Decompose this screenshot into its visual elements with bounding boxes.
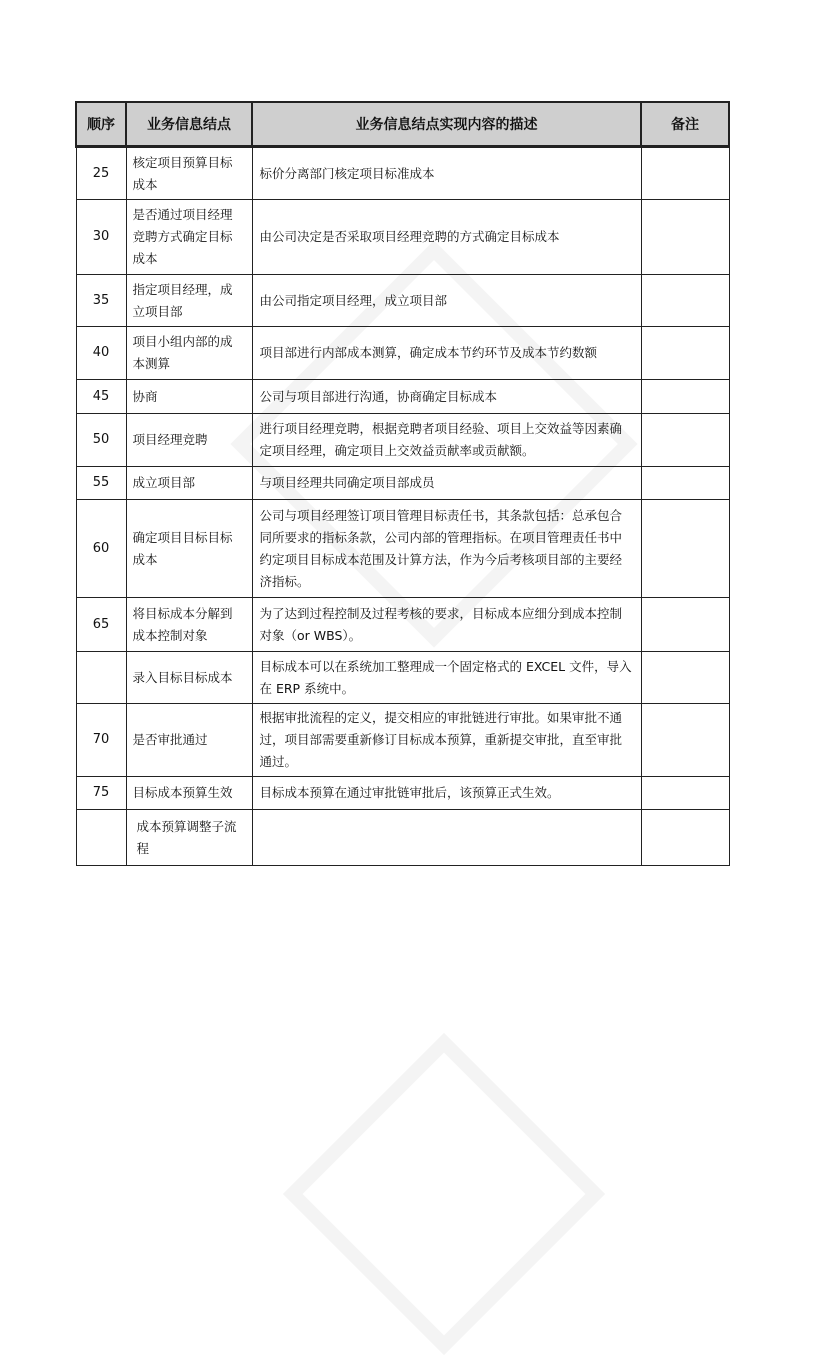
cell-node: 将目标成本分解到成本控制对象 bbox=[126, 598, 252, 652]
cell-desc: 目标成本预算在通过审批链审批后，该预算正式生效。 bbox=[252, 777, 641, 810]
cell-node: 协商 bbox=[126, 380, 252, 414]
cell-note bbox=[641, 467, 729, 500]
cell-note bbox=[641, 200, 729, 275]
cell-seq: 40 bbox=[76, 327, 126, 380]
cell-node: 确定项目目标目标成本 bbox=[126, 500, 252, 598]
table-row bbox=[76, 467, 729, 500]
cell-seq: 45 bbox=[76, 380, 126, 414]
table-row bbox=[76, 652, 729, 704]
cell-desc: 与项目经理共同确定项目部成员 bbox=[252, 467, 641, 500]
table-row bbox=[76, 414, 729, 467]
cell-note bbox=[641, 652, 729, 704]
watermark bbox=[283, 1033, 605, 1355]
cell-desc bbox=[252, 810, 641, 866]
cell-seq bbox=[76, 652, 126, 704]
table-row bbox=[76, 500, 729, 598]
cell-note bbox=[641, 147, 729, 200]
cell-desc: 项目部进行内部成本测算，确定成本节约环节及成本节约数额 bbox=[252, 327, 641, 380]
cell-desc: 为了达到过程控制及过程考核的要求，目标成本应细分到成本控制对象（or WBS）。 bbox=[252, 598, 641, 652]
cell-node: 指定项目经理，成立项目部 bbox=[126, 275, 252, 327]
cell-desc: 目标成本可以在系统加工整理成一个固定格式的 EXCEL 文件，导入在 ERP 系统中。 bbox=[252, 652, 641, 704]
table-row bbox=[76, 275, 729, 327]
cell-desc: 标价分离部门核定项目标准成本 bbox=[252, 147, 641, 200]
cell-seq: 35 bbox=[76, 275, 126, 327]
cell-note bbox=[641, 275, 729, 327]
cell-desc: 进行项目经理竞聘，根据竞聘者项目经验、项目上交效益等因素确定项目经理，确定项目上交效益贡献率或贡献额。 bbox=[252, 414, 641, 467]
cell-node: 成本预算调整子流程 bbox=[126, 810, 252, 866]
cell-note bbox=[641, 500, 729, 598]
cell-seq bbox=[76, 810, 126, 866]
table-row bbox=[76, 777, 729, 810]
cell-note bbox=[641, 810, 729, 866]
table-row bbox=[76, 327, 729, 380]
cell-node: 项目小组内部的成本测算 bbox=[126, 327, 252, 380]
header-node: 业务信息结点 bbox=[126, 102, 252, 147]
cell-desc: 由公司决定是否采取项目经理竞聘的方式确定目标成本 bbox=[252, 200, 641, 275]
cell-seq: 50 bbox=[76, 414, 126, 467]
cell-seq: 65 bbox=[76, 598, 126, 652]
cell-node: 成立项目部 bbox=[126, 467, 252, 500]
table-row bbox=[76, 147, 729, 200]
cell-node: 核定项目预算目标成本 bbox=[126, 147, 252, 200]
cell-node: 目标成本预算生效 bbox=[126, 777, 252, 810]
table-row bbox=[76, 380, 729, 414]
cell-note bbox=[641, 327, 729, 380]
cell-note bbox=[641, 598, 729, 652]
cell-seq: 75 bbox=[76, 777, 126, 810]
cell-seq: 25 bbox=[76, 147, 126, 200]
cell-node: 是否通过项目经理竞聘方式确定目标成本 bbox=[126, 200, 252, 275]
table-row bbox=[76, 200, 729, 275]
cell-node: 是否审批通过 bbox=[126, 704, 252, 777]
table-header-row bbox=[76, 102, 729, 147]
cell-seq: 30 bbox=[76, 200, 126, 275]
cell-note bbox=[641, 414, 729, 467]
cell-desc: 由公司指定项目经理，成立项目部 bbox=[252, 275, 641, 327]
cell-desc: 根据审批流程的定义，提交相应的审批链进行审批。如果审批不通过，项目部需要重新修订目标成本预算，重新提交审批，直至审批通过。 bbox=[252, 704, 641, 777]
cell-seq: 60 bbox=[76, 500, 126, 598]
header-note: 备注 bbox=[641, 102, 729, 147]
header-seq: 顺序 bbox=[76, 102, 126, 147]
cell-node: 项目经理竞聘 bbox=[126, 414, 252, 467]
cell-note bbox=[641, 704, 729, 777]
cell-seq: 70 bbox=[76, 704, 126, 777]
cell-desc: 公司与项目部进行沟通，协商确定目标成本 bbox=[252, 380, 641, 414]
header-desc: 业务信息结点实现内容的描述 bbox=[252, 102, 641, 147]
cell-note bbox=[641, 380, 729, 414]
cell-seq: 55 bbox=[76, 467, 126, 500]
table-row bbox=[76, 598, 729, 652]
cell-node: 录入目标目标成本 bbox=[126, 652, 252, 704]
cell-desc: 公司与项目经理签订项目管理目标责任书，其条款包括：总承包合同所要求的指标条款，公司内部的管理指标。在项目管理责任书中约定项目目标成本范围及计算方法，作为今后考核项目部的主要经济指标。 bbox=[252, 500, 641, 598]
table-row bbox=[76, 704, 729, 777]
cell-note bbox=[641, 777, 729, 810]
process-table bbox=[75, 101, 730, 866]
table-row bbox=[76, 810, 729, 866]
